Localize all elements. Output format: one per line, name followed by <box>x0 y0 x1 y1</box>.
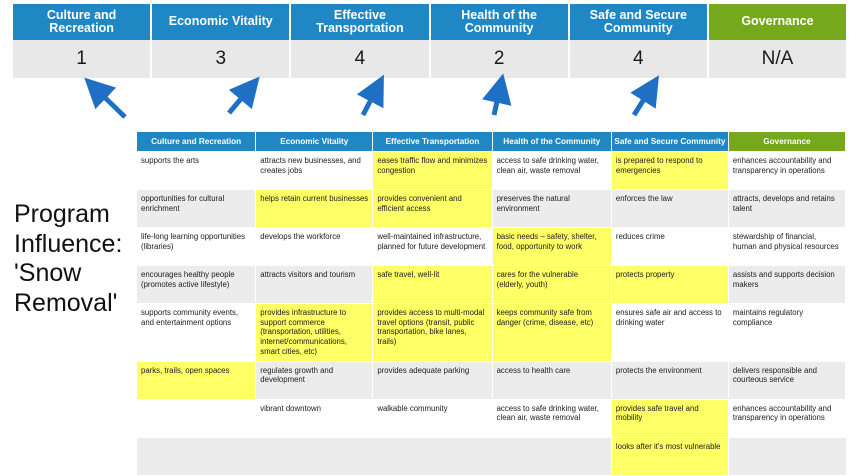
caption-line-1: Program <box>14 200 110 228</box>
scorecard-value-safe-and-secure-community: 4 <box>570 40 709 78</box>
matrix-header-culture-and-recreation: Culture and Recreation <box>137 132 256 152</box>
arrow-icon-5 <box>634 88 651 115</box>
scorecard-header-safe-and-secure-community: Safe and Secure Community <box>570 4 709 40</box>
scorecard-header-effective-transportation: Effective Transportation <box>291 4 430 40</box>
scorecard-value-row <box>13 40 846 78</box>
table-row <box>137 228 846 266</box>
matrix-cell: vibrant downtown <box>256 399 373 437</box>
matrix-cell: encourages healthy people (promotes active lifestyle) <box>137 266 256 304</box>
matrix-cell <box>373 437 492 475</box>
matrix-cell: provides adequate parking <box>373 361 492 399</box>
matrix-cell: eases traffic flow and minimizes congestion <box>373 152 492 190</box>
matrix-cell: is prepared to respond to emergencies <box>611 152 728 190</box>
matrix-cell: provides safe travel and mobility <box>611 399 728 437</box>
table-row <box>137 152 846 190</box>
matrix-cell: parks, trails, open spaces <box>137 361 256 399</box>
matrix-cell: opportunities for cultural enrichment <box>137 190 256 228</box>
matrix-cell: safe travel, well-lit <box>373 266 492 304</box>
matrix-cell: enhances accountability and transparency in operations <box>728 399 845 437</box>
arrow-icon-3 <box>363 88 377 115</box>
matrix-cell: protects property <box>611 266 728 304</box>
arrow-icon-1 <box>95 88 125 117</box>
matrix-header-governance: Governance <box>728 132 845 152</box>
table-row <box>137 399 846 437</box>
matrix-cell <box>137 437 256 475</box>
matrix-cell: attracts visitors and tourism <box>256 266 373 304</box>
scorecard-header-economic-vitality: Economic Vitality <box>152 4 291 40</box>
matrix-cell: enforces the law <box>611 190 728 228</box>
table-row <box>137 437 846 475</box>
scorecard-value-effective-transportation: 4 <box>291 40 430 78</box>
matrix-cell: attracts new businesses, and creates jobs <box>256 152 373 190</box>
table-row <box>137 266 846 304</box>
scorecard-value-culture-and-recreation: 1 <box>13 40 152 78</box>
matrix-cell: reduces crime <box>611 228 728 266</box>
matrix-cell: preserves the natural environment <box>492 190 611 228</box>
scorecard-header-culture-and-recreation: Culture and Recreation <box>13 4 152 40</box>
matrix-cell: cares for the vulnerable (elderly, youth) <box>492 266 611 304</box>
matrix-cell <box>492 437 611 475</box>
table-row <box>137 361 846 399</box>
matrix-body <box>137 152 846 476</box>
program-influence-caption <box>14 200 132 318</box>
scorecard-header-governance: Governance <box>709 4 846 40</box>
matrix-cell: access to safe drinking water, clean air, waste removal <box>492 152 611 190</box>
matrix-cell: helps retain current businesses <box>256 190 373 228</box>
matrix-cell: provides access to multi-modal travel options (transit, public transportation, bike lanes, trails) <box>373 304 492 362</box>
scorecard-header-row <box>13 4 846 40</box>
matrix-cell: develops the workforce <box>256 228 373 266</box>
matrix-cell: ensures safe air and access to drinking water <box>611 304 728 362</box>
matrix-cell: maintains regulatory compliance <box>728 304 845 362</box>
matrix-header-economic-vitality: Economic Vitality <box>256 132 373 152</box>
matrix-cell: assists and supports decision makers <box>728 266 845 304</box>
matrix-cell: delivers responsible and courteous service <box>728 361 845 399</box>
matrix-cell: provides infrastructure to support commerce (transportation, utilities, internet/communications, smart cities, etc) <box>256 304 373 362</box>
matrix-cell: supports the arts <box>137 152 256 190</box>
matrix-cell: keeps community safe from danger (crime, disease, etc) <box>492 304 611 362</box>
table-row <box>137 304 846 362</box>
matrix-cell <box>256 437 373 475</box>
matrix-cell: walkable community <box>373 399 492 437</box>
scorecard-summary-band <box>13 4 846 78</box>
matrix-cell: enhances accountability and transparency in operations <box>728 152 845 190</box>
matrix-cell: access to safe drinking water, clean air, waste removal <box>492 399 611 437</box>
matrix-header-safe-and-secure-community: Safe and Secure Community <box>611 132 728 152</box>
matrix-cell: well-maintained infrastructure, planned for future development <box>373 228 492 266</box>
matrix-header-row <box>137 132 846 152</box>
matrix-cell <box>728 437 845 475</box>
matrix-cell: supports community events, and entertainment options <box>137 304 256 362</box>
matrix-cell: looks after it's most vulnerable <box>611 437 728 475</box>
caption-line-2: Influence: <box>14 229 123 258</box>
caption-line-3: 'Snow <box>14 259 82 287</box>
table-row <box>137 190 846 228</box>
matrix-cell: access to health care <box>492 361 611 399</box>
matrix-cell: regulates growth and development <box>256 361 373 399</box>
scorecard-value-economic-vitality: 3 <box>152 40 291 78</box>
matrix-header-health-of-the-community: Health of the Community <box>492 132 611 152</box>
matrix-cell <box>137 399 256 437</box>
matrix-header-effective-transportation: Effective Transportation <box>373 132 492 152</box>
matrix-cell: basic needs – safety, shelter, food, opportunity to work <box>492 228 611 266</box>
matrix-cell: protects the environment <box>611 361 728 399</box>
matrix-cell: life-long learning opportunities (libraries) <box>137 228 256 266</box>
scorecard-value-health-of-the-community: 2 <box>431 40 570 78</box>
matrix-cell: attracts, develops and retains talent <box>728 190 845 228</box>
arrow-icon-2 <box>229 88 250 113</box>
matrix-cell: stewardship of financial, human and physical resources <box>728 228 845 266</box>
caption-line-4: Removal' <box>14 288 118 317</box>
outcomes-matrix-table <box>136 131 846 476</box>
scorecard-value-governance: N/A <box>761 48 794 69</box>
arrow-icon-4 <box>494 88 500 115</box>
scorecard-header-health-of-the-community: Health of the Community <box>431 4 570 40</box>
matrix-cell: provides convenient and efficient access <box>373 190 492 228</box>
